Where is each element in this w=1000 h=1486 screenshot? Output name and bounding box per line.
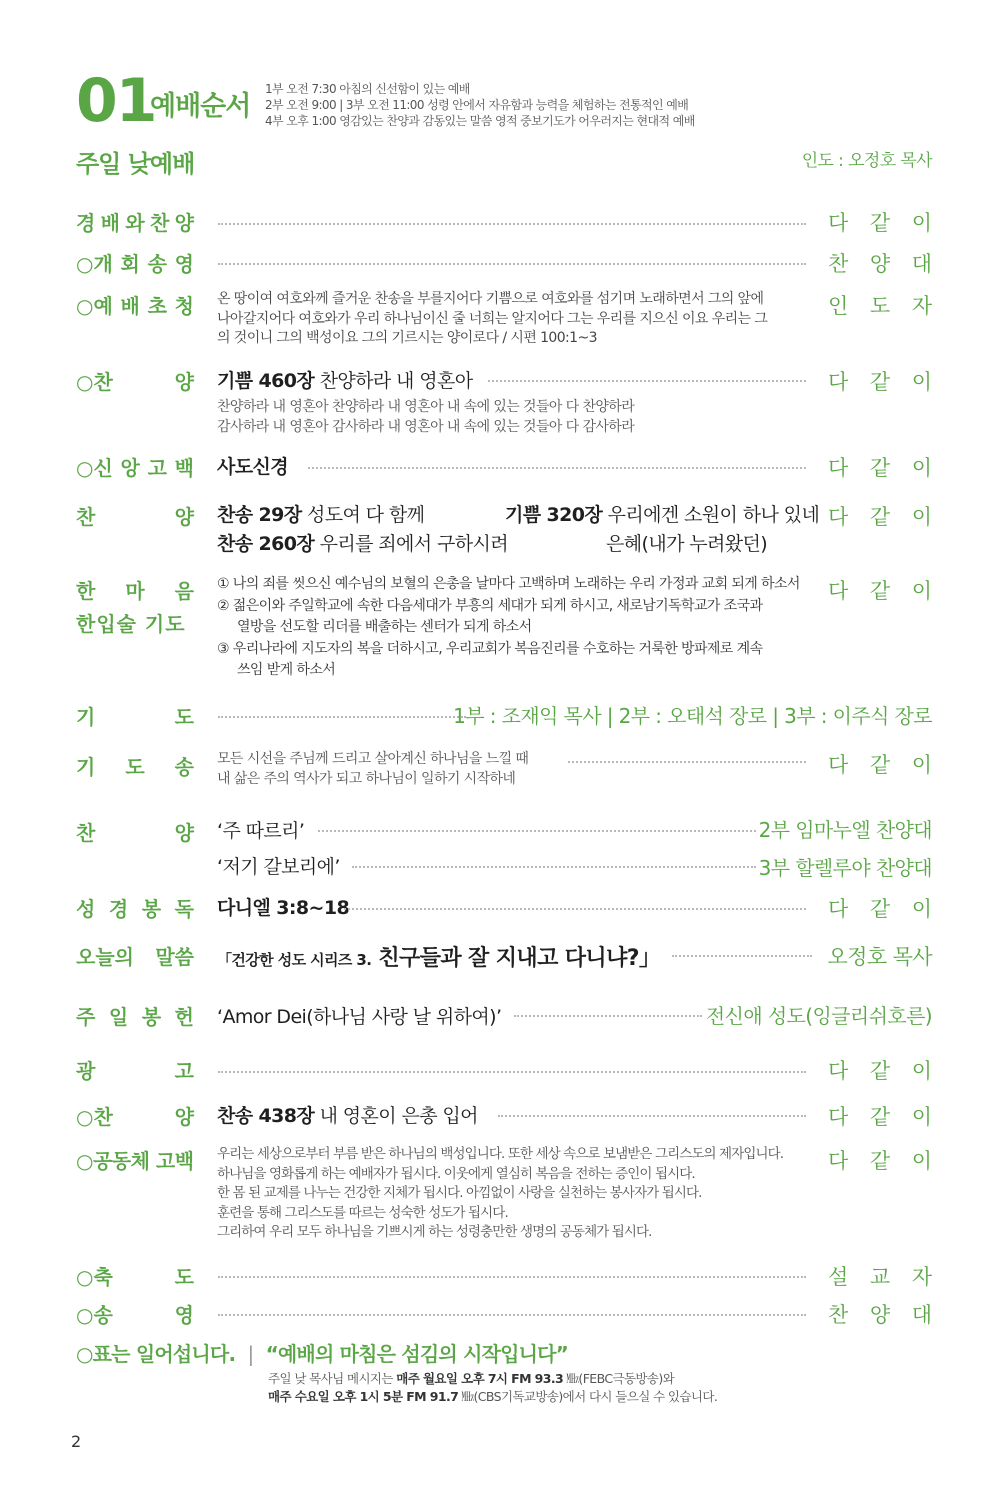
stand-note: ○표는 일어섭니다. | “예배의 마침은 섬김의 시작입니다”: [76, 1342, 569, 1366]
leader-dots: [568, 761, 806, 763]
row-performer: 찬 양 대: [828, 1303, 932, 1327]
choir-2: 3부 할렐루야 찬양대: [758, 856, 932, 880]
choir-song-2: ‘저기 갈보리에’: [217, 856, 340, 878]
row-performer: 다 같 이: [828, 579, 932, 603]
prayer-song-lyrics: 모든 시선을 주님께 드리고 살아계신 하나님을 느낄 때 내 삶은 주의 역사가 되고 하나님이 일하기 시작하네: [217, 751, 529, 787]
row-performer: 다 같 이: [828, 456, 932, 480]
broadcast-note: 주일 낮 목사님 메시지는 매주 월요일 오후 7시 FM 93.3 ㎒(FEBC극동방송)와 매주 수요일 오후 1시 5분 FM 91.7 ㎒(CBS기독교방송)에서 다시 들으실 수 있습니다.: [268, 1371, 718, 1404]
row-performer: 다 같 이: [828, 1059, 932, 1083]
row-label: ○송 영: [76, 1303, 194, 1327]
row-label: 기 도 송: [76, 755, 194, 779]
row-label: ○개 회 송 영: [76, 252, 194, 276]
leader-dots: [218, 1314, 806, 1316]
row-label: ○신 앙 고 백: [76, 456, 194, 480]
unison-prayer-items: ① 나의 죄를 씻으신 예수님의 보혈의 은총을 날마다 고백하며 노래하는 우리 가정과 교회 되게 하소서 ② 젊은이와 주일학교에 속한 다음세대가 부흥의 세대가 되게 하시고, 새로남기독학교가 조국과 열방을 선도할 리더를 배출하는 센터가 되게 하소서 ③ 우리나라에 지도자의 복을 더하시고, 우리교회가 복음진리를 수호하는 거룩한 방파제로 계속 쓰임 받게 하소서: [217, 576, 800, 678]
leader-dots: [308, 467, 806, 469]
schedule-line-1: 1부 오전 7:30 아침의 신선함이 있는 예배: [265, 82, 470, 96]
hymn-1: 찬송 29장 성도여 다 함께: [217, 504, 425, 526]
row-label: 기 도: [76, 705, 194, 729]
row-performer: 다 같 이: [828, 1105, 932, 1129]
row-performer: 다 같 이: [828, 505, 932, 529]
row-performer: 다 같 이: [828, 753, 932, 777]
hymn-2: 찬송 260장 우리를 죄에서 구하시려: [217, 533, 508, 555]
row-performer: 다 같 이: [828, 897, 932, 921]
leader-dots: [498, 1115, 806, 1117]
choir-1: 2부 임마누엘 찬양대: [758, 818, 932, 842]
leader-dots: [344, 908, 806, 910]
row-label: 오늘의 말씀: [76, 945, 194, 969]
row-performer: 설 교 자: [828, 1265, 932, 1289]
schedule-line-2: 2부 오전 9:00 | 3부 오전 11:00 성령 안에서 자유함과 능력을 체험하는 전통적인 예배: [265, 98, 689, 112]
row-label: ○공동체 고백: [76, 1149, 194, 1173]
row-label: 주 일 봉 헌: [76, 1005, 194, 1029]
hymn-3-continued: 은혜(내가 누려왔던): [606, 533, 768, 555]
section-number: 01: [76, 66, 156, 136]
row-label: 찬 양: [76, 821, 194, 845]
row-performer: 다 같 이: [828, 211, 932, 235]
row-label: ○축 도: [76, 1265, 194, 1289]
service-leader: 인도 : 오정호 목사: [801, 151, 932, 171]
sermon-title: 「건강한 성도 시리즈 3. 친구들과 잘 지내고 다니냐?」: [217, 946, 661, 971]
preacher: 오정호 목사: [827, 945, 932, 969]
hymn-title: 기쁨 460장 찬양하라 내 영혼아: [217, 370, 473, 392]
hymn-title: 찬송 438장 내 영혼이 은총 입어: [217, 1105, 478, 1127]
row-label: ○찬 양: [76, 1105, 194, 1129]
prayer-leaders: 1부 : 조재익 목사 | 2부 : 오태석 장로 | 3부 : 이주식 장로: [453, 704, 932, 728]
row-label: 광 고: [76, 1059, 194, 1083]
offertory-piece: ‘Amor Dei(하나님 사랑 날 위하여)’: [217, 1006, 502, 1028]
choir-song-1: ‘주 따르리’: [217, 820, 305, 842]
hymn-lyrics: 찬양하라 내 영혼아 찬양하라 내 영혼아 내 속에 있는 것들아 다 찬양하라 감사하라 내 영혼아 감사하라 내 영혼아 내 속에 있는 것들아 다 감사하라: [217, 399, 635, 435]
schedule-line-3: 4부 오후 1:00 영감있는 찬양과 감동있는 말씀 영적 중보기도가 어우러지는 현대적 예배: [265, 114, 695, 128]
row-performer: 다 같 이: [828, 1149, 932, 1173]
row-label: 한 마 음: [76, 579, 194, 603]
leader-dots: [488, 380, 806, 382]
offertory-performer: 전신애 성도(잉글리쉬호른): [705, 1004, 932, 1028]
service-subtitle: 주일 낮예배: [76, 150, 195, 178]
section-title: 예배순서: [150, 91, 251, 122]
creed-title: 사도신경: [217, 456, 289, 478]
leader-dots: [218, 223, 806, 225]
leader-dots: [218, 716, 466, 718]
row-performer: 찬 양 대: [828, 252, 932, 276]
row-label: 성 경 봉 독: [76, 897, 194, 921]
leader-dots: [218, 1276, 806, 1278]
leader-dots: [218, 1071, 806, 1073]
row-performer: 인 도 자: [828, 294, 932, 318]
scripture-reading: 다니엘 3:8~18: [217, 897, 350, 919]
leader-dots: [672, 955, 812, 957]
community-confession-text: 우리는 세상으로부터 부름 받은 하나님의 백성입니다. 또한 세상 속으로 보냄받은 그리스도의 제자입니다. 하나님을 영화롭게 하는 예배자가 됩시다. 이웃에게 열심히 복음을 전하는 증인이 됩시다. 한 몸 된 교제를 나누는 건강한 지체가 됩시다. 아낌없이 사랑을 실천하는 봉사자가 됩시다. 훈련을 통해 그리스도를 따르는 성숙한 성도가 됩시다. 그리하여 우리 모두 하나님을 기쁘시게 하는 성령충만한 생명의 공동체가 됩시다.: [217, 1146, 784, 1240]
leader-dots: [218, 263, 806, 265]
row-label-2: 한입술 기도: [76, 612, 186, 636]
page-number: 2: [71, 1432, 82, 1451]
leader-dots: [352, 866, 756, 868]
leader-dots: [318, 830, 756, 832]
call-to-worship-text: 온 땅이여 여호와께 즐거운 찬송을 부를지어다 기쁨으로 여호와를 섬기며 노래하면서 그의 앞에 나아갈지어다 여호와가 우리 하나님이신 줄 너희는 알지어다 그는 우리를 지으신 이요 우리는 그 의 것이니 그의 백성이요 그의 기르시는 양이로다 / 시편 100:1~3: [217, 291, 768, 346]
leader-dots: [514, 1015, 702, 1017]
row-label: 찬 양: [76, 505, 194, 529]
row-performer: 다 같 이: [828, 370, 932, 394]
row-label: ○찬 양: [76, 370, 194, 394]
row-label: ○예 배 초 청: [76, 294, 194, 318]
hymn-3: 기쁨 320장 우리에겐 소원이 하나 있네: [505, 504, 820, 526]
row-label: 경 배 와 찬 양: [76, 211, 194, 235]
